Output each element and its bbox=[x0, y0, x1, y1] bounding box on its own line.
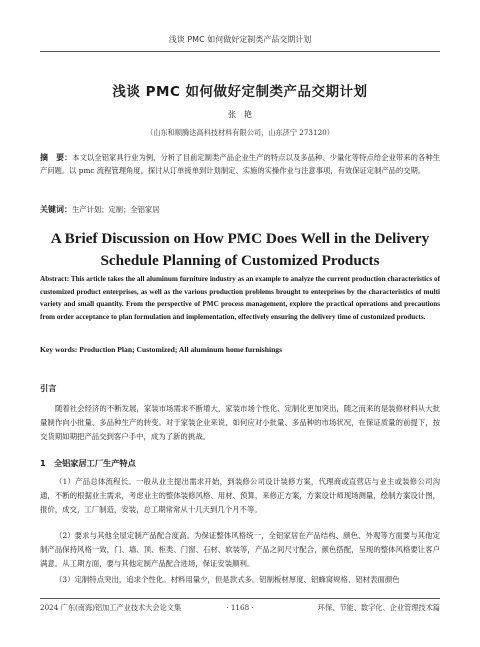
chinese-abstract bbox=[40, 151, 440, 177]
author: 张 艳 bbox=[228, 110, 252, 119]
section-1-paragraph-2: （2）要求与其他全屋定制产品配合度高。为保证整体风格统一，全铝家居在产品结构、颜色、外观等方面要与其他定制产品保持风格一致，门、墙、顶、柜类、门窗、石材、软装等，产品之间尺寸配合，颜色搭配，呈现的整体风格要让客户满意。从工期方面，要与其他定制产品配合进场，保证安装顺利。 bbox=[40, 531, 440, 569]
chinese-keywords bbox=[40, 204, 440, 215]
header-rule bbox=[40, 51, 440, 52]
english-keywords-label: Key words: bbox=[40, 345, 78, 354]
section-1-heading: 1 全铝家居工厂生产特点 bbox=[40, 458, 136, 468]
section-1-paragraph-1: （1）产品总体流程长。一般从业主提出需求开始，到装修公司设计装修方案，代理商或直营店与业主或装修公司沟通，不断的根据业主需求，考虑业主的整体装修风格、用材、预算，来修正方案，方案设计师现场测量，绘制方案设计图，报价，成交，工厂制造，安装，总工期常常从十几天到几个月不等。 bbox=[40, 477, 440, 515]
footer-proceedings-title: 2024 广东(南海)铝加工产业技术大会论文集 bbox=[40, 603, 182, 612]
page-number: · 1168 · bbox=[226, 603, 254, 612]
english-keywords bbox=[40, 345, 440, 354]
running-header: 浅谈 PMC 如何做好定制类产品交期计划 bbox=[168, 35, 312, 44]
chinese-abstract-label: 摘 要： bbox=[40, 153, 73, 162]
english-abstract-label: Abstract: bbox=[40, 275, 70, 283]
chinese-title: 浅谈 PMC 如何做好定制类产品交期计划 bbox=[112, 84, 368, 100]
english-abstract bbox=[40, 273, 440, 323]
english-title: A Brief Discussion on How PMC Does Well in the Delivery Schedule Planning of Customized Products bbox=[50, 230, 430, 269]
footer-section-title: 环保、节能、数字化、企业管理技术篇 bbox=[317, 603, 440, 612]
chinese-keywords-label: 关键词： bbox=[40, 205, 72, 214]
affiliation: （山东和顺腾达高科技材料有限公司，山东济宁 273120） bbox=[146, 128, 334, 137]
chinese-abstract-text: 本文以全铝家具行业为例，分析了目前定制类产品企业生产的特点以及多品种、少量化等特点给企业带来的各种生产问题。以 pmc 流程管理角度，探讨从订单接单到计划制定、实施的实操作业与注意事项，有效保证定制产品的交期。 bbox=[40, 153, 441, 175]
chinese-keywords-text: 生产计划；定制；全铝家居 bbox=[72, 205, 160, 214]
intro-paragraph: 随着社会经济的不断发展，家装市场需求不断增大，家装市场个性化、定制化更加突出，随之而来的是装修材料从大批量制作向小批量、多品种生产的转变。对于家装企业来说，如何应对小批量、多品种的市场状况，在保证质量的前提下，按交货期如期把产品交到客户手中，成为了新的挑战。 bbox=[40, 404, 440, 442]
footer-rule bbox=[40, 598, 440, 599]
english-keywords-text: Production Plan; Customized; All aluminum home furnishings bbox=[79, 345, 283, 354]
english-abstract-text: This article takes the all aluminum furniture industry as an example to analyze the current production characteristics of customized product enterprises, as well as the various production problems brought to enterprises by the characteristics of multi variety and small quantity. From the perspective of PMC process management, explore the practical operations and precautions from order acceptance to plan formulation and implementation, effectively ensuring the delivery time of customized products. bbox=[40, 275, 440, 321]
section-1-paragraph-3: （3）定制特点突出，追求个性化。材料用量少，但是款式多。铝制板材厚度、铝蜂窝规格、铝材表面颜色 bbox=[55, 575, 400, 584]
intro-heading: 引言 bbox=[40, 383, 57, 393]
